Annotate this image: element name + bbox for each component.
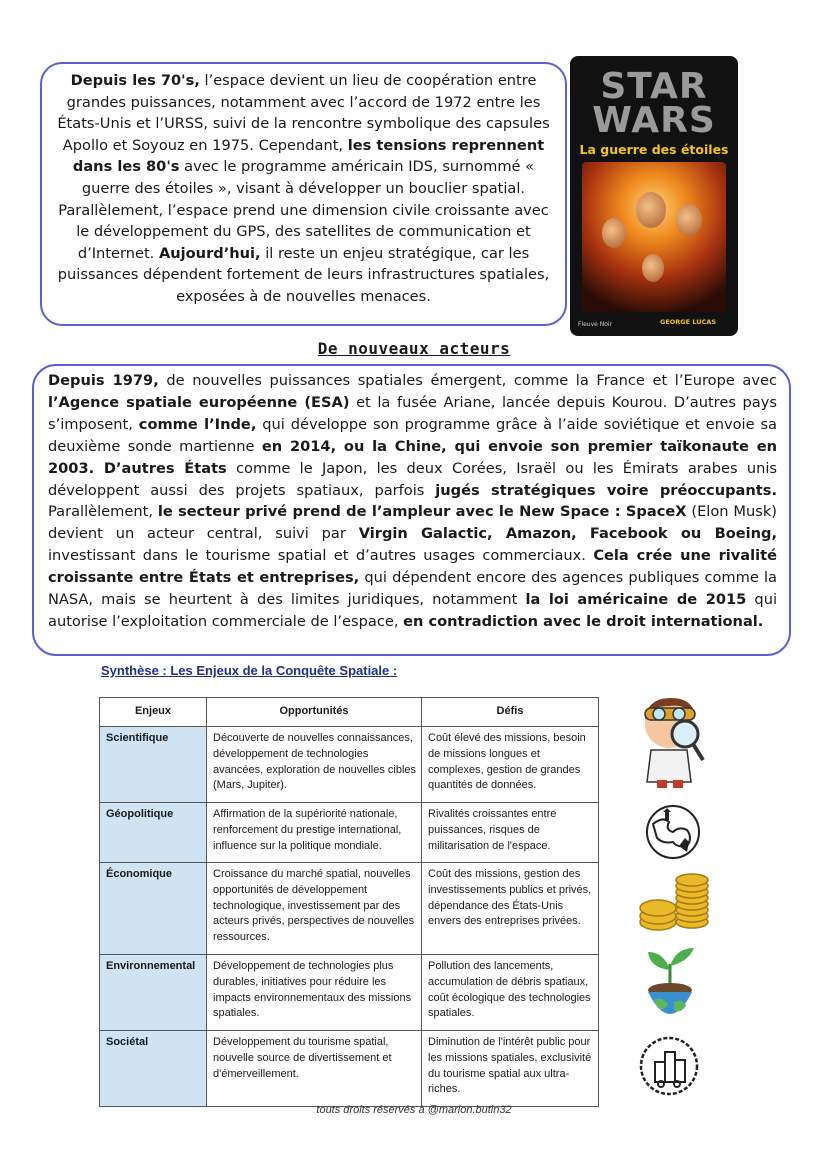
actors-bold: Virgin Galactic, Amazon, Facebook ou Boeing, (358, 525, 777, 543)
row-defis: Pollution des lancements, accumulation de débris spatiaux, coût écologique des technologies spatiales. (422, 955, 599, 1031)
poster-artwork (582, 162, 726, 312)
row-enjeu: Environnemental (100, 955, 207, 1031)
row-opportunites: Développement du tourisme spatial, nouvelle source de divertissement et d'émerveillement. (207, 1031, 422, 1107)
actors-bold: en contradiction avec le droit international. (403, 612, 764, 630)
coins-icon (634, 872, 714, 934)
poster-author: GEORGE LUCAS (659, 318, 716, 326)
actors-text: qui dépendent encore des agences publiques comme la NASA, mais se heurtent à des limites juridiques, notamment (48, 569, 777, 609)
globe-chess-icon (643, 802, 703, 862)
row-opportunites: Développement de technologies plus durables, initiatives pour réduire les impacts environnementaux des missions spatiales. (207, 955, 422, 1031)
poster-publisher: Fleuve Noir (578, 321, 613, 328)
actors-bold: jugés stratégiques voire préoccupants. (435, 481, 777, 499)
actors-bold: la loi américaine de 2015 (525, 591, 747, 609)
row-opportunites: Affirmation de la supériorité nationale, renforcement du prestige international, influence sur la politique mondiale. (207, 803, 422, 863)
actors-bold: comme l’Inde, (138, 415, 257, 433)
table-row (100, 803, 599, 863)
row-defis: Rivalités croissantes entre puissances, risques de militarisation de l'espace. (422, 803, 599, 863)
actors-text: qui autorise l’exploitation commerciale de l’espace, (48, 591, 777, 630)
city-icon (637, 1034, 701, 1098)
row-defis: Coût élevé des missions, besoin de missions longues et complexes, gestion de grandes quantités de données. (422, 727, 599, 803)
intro-bold-2: les tensions reprennent dans les 80's (72, 136, 545, 176)
intro-text-2: avec le programme américain IDS, surnommé « guerre des étoiles », visant à développer un bouclier spatial. Parallèlement, l’espace prend une dimension civile croissante avec le développement du GPS, des satellites de communication et d’Internet. (58, 158, 549, 262)
synthese-title: Synthèse : Les Enjeux de la Conquête Spatiale : (101, 663, 398, 678)
header-opportunites: Opportunités (207, 698, 422, 727)
row-defis: Coût des missions, gestion des investissements publics et privés, dépendance des États-Unis envers des entreprises privées. (422, 863, 599, 955)
table-row (100, 863, 599, 955)
row-enjeu: Sociétal (100, 1031, 207, 1107)
table-row (100, 727, 599, 803)
actors-text: comme le Japon, les deux Corées, Israël ou les Émirats arabes unis développent aussi des projets spatiaux, parfois (48, 459, 778, 499)
intro-bold-3: Aujourd’hui, (158, 244, 261, 262)
scientist-icon (633, 694, 709, 790)
poster-logo-line1: STAR (600, 66, 708, 107)
table-row (100, 1031, 599, 1107)
intro-box (40, 62, 567, 326)
actors-text: de nouvelles puissances spatiales émergent, comme la France et l’Europe avec (158, 372, 778, 389)
actors-text: Parallèlement, (48, 503, 158, 521)
actors-text: et la fusée Ariane, lancée depuis Kourou. D’autres pays s’imposent, (48, 393, 777, 433)
row-enjeu: Économique (100, 863, 207, 955)
actors-bold: l’Agence spatiale européenne (ESA) (48, 393, 350, 411)
star-wars-poster (570, 56, 738, 336)
intro-bold-1: Depuis les 70's, (70, 72, 200, 89)
footer-copyright: touts droits réservés à @marion.butin32 (316, 1104, 512, 1116)
table-header-row (100, 698, 599, 727)
header-enjeux: Enjeux (100, 698, 207, 727)
actors-text: qui développe son programme grâce à l’aide soviétique et envoie sa deuxième sonde martienne (48, 415, 777, 455)
section-title: De nouveaux acteurs (317, 339, 511, 358)
poster-logo (570, 66, 738, 141)
row-enjeu: Géopolitique (100, 803, 207, 863)
actors-box (32, 364, 791, 656)
synthese-table (99, 697, 599, 1107)
header-defis: Défis (422, 698, 599, 727)
actors-bold: en 2014, ou la Chine, qui envoie son premier taïkonaute en 2003. D’autres États (48, 437, 777, 477)
actors-bold: Depuis 1979, (48, 372, 159, 389)
table-row (100, 955, 599, 1031)
intro-text-3: il reste un enjeu stratégique, car les puissances dépendent fortement de leurs infrastructures spatiales, exposées à de nouvelles menaces. (57, 244, 550, 305)
actors-bold: Cela crée une rivalité croissante entre États et entreprises, (48, 547, 778, 587)
row-defis: Diminution de l'intérêt public pour les missions spatiales, exclusivité du tourisme spatial aux ultra-riches. (422, 1031, 599, 1107)
poster-subtitle: La guerre des étoiles (579, 142, 729, 157)
row-opportunites: Découverte de nouvelles connaissances, développement de technologies avancées, exploration de nouvelles cibles (Mars, Jupiter). (207, 727, 422, 803)
plant-earth-icon (640, 946, 700, 1026)
intro-text-1: l’espace devient un lieu de coopération entre grandes puissances, notamment avec l’accord de 1972 entre les États-Unis et l’URSS, suivi de la rencontre symbolique des capsules Apollo et Soyouz en 1975. Cependant, (57, 72, 550, 154)
actors-text: (Elon Musk) devient un acteur central, suivi par (48, 503, 777, 543)
actors-text: investissant dans le tourisme spatial et d’autres usages commerciaux. (48, 547, 594, 565)
actors-bold: le secteur privé prend de l’ampleur avec le New Space : SpaceX (157, 503, 687, 521)
poster-logo-line2: WARS (592, 100, 716, 141)
row-opportunites: Croissance du marché spatial, nouvelles opportunités de développement technologique, investissement par des acteurs privés, perspectives de nouvelles ressources. (207, 863, 422, 955)
row-enjeu: Scientifique (100, 727, 207, 803)
